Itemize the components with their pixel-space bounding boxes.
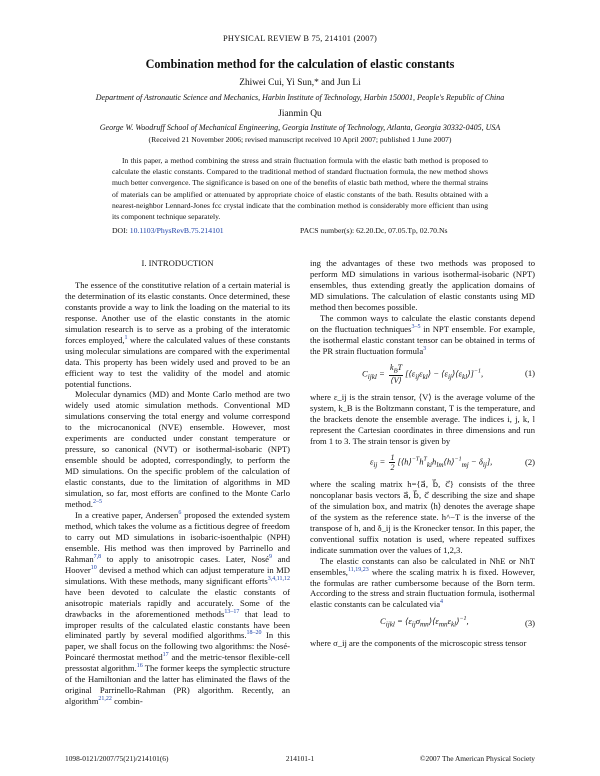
doi-label: DOI: <box>112 226 128 235</box>
left-column <box>65 258 290 707</box>
affiliation-2: George W. Woodruff School of Mechanical Engineering, Georgia Institute of Technology, Atlanta, Georgia 30332-0405, USA <box>99 123 501 132</box>
doi-link[interactable]: 10.1103/PhysRevB.75.214101 <box>129 226 224 235</box>
citation[interactable]: 4 <box>440 599 444 606</box>
authors-text-1: Zhiwei Cui, Yi Sun,* and Jun Li <box>239 78 361 88</box>
authors-line-1 <box>0 78 600 88</box>
citation[interactable]: 17 <box>162 652 169 659</box>
right-column <box>310 258 535 649</box>
authors-line-2: Jianmin Qu <box>278 109 322 119</box>
paragraph: The common ways to calculate the elastic constants depend on the fluctuation techniques$^{3-5}$ in NPT ensemble. For example, the isothermal elastic constant tensor can be obtained in terms of the PR strain fluctuation formula$^3$ <box>310 312 535 356</box>
equation-2 <box>310 453 535 472</box>
paragraph: where σ_ij are the components of the microscopic stress tensor <box>310 638 527 649</box>
equation-2-body: $\varepsilon_{ij}$ = $\frac{1}{2}$ $[⟨h⟩^{-T}h^T_{ki}h_{lm}⟨h⟩^{-1}_{mj} - \delta_{ij}]$, <box>370 452 493 472</box>
abstract: In this paper, a method combining the stress and strain fluctuation formula with the elastic bath method is proposed to calculate the elastic constants. Compared to the traditional method of standard fluctuation formula, the new method shows much better convergence. The significance is based on one of the benefits of elastic bath method, where the thermal strains of materials can be amplified or attenuated by appropriate choice of elastic constants of the bath. Results obtained with a nearest-neighbor Lennard-Jones fcc crystal indicate that the combination method is considerably more efficient than using its component technique separately. <box>112 156 488 222</box>
doi-line <box>112 226 224 235</box>
pacs-line: PACS number(s): 62.20.Dc, 07.05.Tp, 02.70.Ns <box>300 226 448 235</box>
paper-title: Combination method for the calculation of elastic constants <box>145 57 455 71</box>
citation[interactable]: 21,22 <box>98 696 112 703</box>
equation-3-body: $C_{ijkl}$ = $⟨\varepsilon_{ij}\sigma_{mn}⟩⟨\varepsilon_{mn}\varepsilon_{kl}⟩^{-1}$, <box>380 616 469 630</box>
citation[interactable]: 16 <box>136 663 143 670</box>
equation-number: (3) <box>524 618 535 629</box>
paragraph: Molecular dynamics (MD) and Monte Carlo method are two widely used atomic simulation methods. Conventional MD simulations conserving the total energy and volume correspond to the microcanonical (NVE) ensemble. However, most experiments are conducted under constant temperature or pressure, so canonical (NVT) or isothermal-isobaric (NPT) ensemble should be adopted, correspondingly, to perform the MD simulations. On the specific problem of the calculation of elastic constants, due to the limitation of algorithms in MD simulation, so far, most efforts are confined to the Monte Carlo method.$^{2-5}$ <box>65 389 290 510</box>
citation[interactable]: 3 <box>423 345 427 352</box>
footer-left: 1098-0121/2007/75(21)/214101(6) <box>65 754 169 763</box>
citation[interactable]: 13–17 <box>224 608 240 615</box>
paragraph: The elastic constants can also be calculated in NhE or NhT ensembles,$^{11,19,23}$ where the scaling matrix h is fixed. However, the formulas are rather cumbersome because of the Born term. According to the stress and strain fluctuation formula, isothermal elastic constants can be calculated via$^4$ <box>310 555 535 610</box>
citation[interactable]: 2–5 <box>92 499 102 506</box>
citation[interactable]: 3,4,11,12 <box>267 575 290 582</box>
citation[interactable]: 1 <box>124 334 128 341</box>
equation-1-body: $C_{ijkl}$ = $\frac{k_BT}{⟨V⟩}$ [$⟨\varepsilon_{ij}\varepsilon_{kl}⟩$ − $⟨\varepsilon_{ij}⟩⟨\varepsilon_{kl}⟩]^{-1}$, <box>362 362 484 386</box>
paragraph: where the scaling matrix h={a⃗, b⃗, c⃗} consists of the three noncoplanar basis vectors a⃗, b⃗, c⃗ describing the size and shape of the simulation box, and matrix ⟨h⟩ denotes the average shape of the system as the reference state. h^−T is the inverse of the transpose of h, and δ_ij is the Kronecker tensor. In this paper, the conventional suffix notation is used, where repeated suffixes indicate summation over the values of 1,2,3. <box>310 478 535 555</box>
equation-3 <box>310 616 535 631</box>
equation-number: (2) <box>524 456 535 467</box>
section-heading: I. INTRODUCTION <box>141 258 214 268</box>
journal-header: PHYSICAL REVIEW B 75, 214101 (2007) <box>222 34 378 43</box>
citation[interactable]: 11,19,23 <box>347 566 369 573</box>
paragraph: ing the advantages of these two methods was proposed to perform MD simulations in various isothermal-isobaric (NPT) ensembles, thus extending greatly the application domains of MD simulations. The calculation of elastic constants using MD method then becomes possible. <box>310 258 535 312</box>
citation[interactable]: 18–20 <box>246 630 262 637</box>
paragraph: The essence of the constitutive relation of a certain material is the determination of its elastic constants. Once determined, these constants provide a way to link the loading on the material to its response. Another use of the elastic constants in the atomic simulation research is to serve as a probing of the interatomic forces employed,$^1$ where the calculated values of these constants using molecular simulations are compared with the experimental data. This property has been widely used and proved to be an efficient way to test the validity of the model and atomic potential functions. <box>65 279 290 389</box>
citation[interactable]: 7,8 <box>93 553 102 560</box>
paragraph: where ε_ij is the strain tensor, ⟨V⟩ is the average volume of the system, k_B is the Boltzmann constant, T is the temperature, and the brackets denote the ensemble average. The indices i, j, k, l represent the Cartesian coordinates in three dimensions and run from 1 to 3. The strain tensor is given by <box>310 392 535 446</box>
affiliation-1: Department of Astronautic Science and Mechanics, Harbin Institute of Technology, Harbin 150001, People's Republic of China <box>95 93 505 102</box>
citation[interactable]: 9 <box>268 553 272 560</box>
citation[interactable]: 3–5 <box>411 323 421 330</box>
citation[interactable]: 6 <box>178 510 182 517</box>
paragraph: In a creative paper, Andersen$^6$ proposed the extended system method, which takes the volume as a fictitious degree of freedom to carry out MD simulations in isobaric-isoenthalpic (NPH) ensemble. His method was then improved by Parrinello and Rahman$^{7,8}$ to apply to anisotropic cases. Later, Nosé$^9$ and Hoover$^{10}$ devised a method which can adjust temperature in MD simulations. With these methods, many significant efforts$^{3,4,11,12}$ have been devoted to calculate the elastic constants of anisotropic materials rapidly and accurately. Some of the drawbacks in the aforementioned methods$^{13-17}$ that lead to improper results of the calculated elastic constants have been eliminated partly by several modified algorithms.$^{18-20}$ In this paper, we shall focus on the following two algorithms: the Nosé-Poincaré thermostat method$^{17}$ and the metric-tensor flexible-cell pressostat algorithm.$^{16}$ The former keeps the symplectic structure of the Hamiltonian and the latter has eliminated the flaws of the original Parrinello-Rahman (PR) algorithm. Recently, an algorithm$^{21,22}$ combin- <box>65 509 291 707</box>
footer-page-number: 214101-1 <box>285 754 315 763</box>
equation-1 <box>310 363 535 386</box>
equation-number: (1) <box>524 368 535 379</box>
dates-line: (Received 21 November 2006; revised manuscript received 10 April 2007; published 1 June 2007) <box>148 135 452 144</box>
footer-copyright: ©2007 The American Physical Society <box>419 754 535 763</box>
citation[interactable]: 10 <box>90 564 97 571</box>
